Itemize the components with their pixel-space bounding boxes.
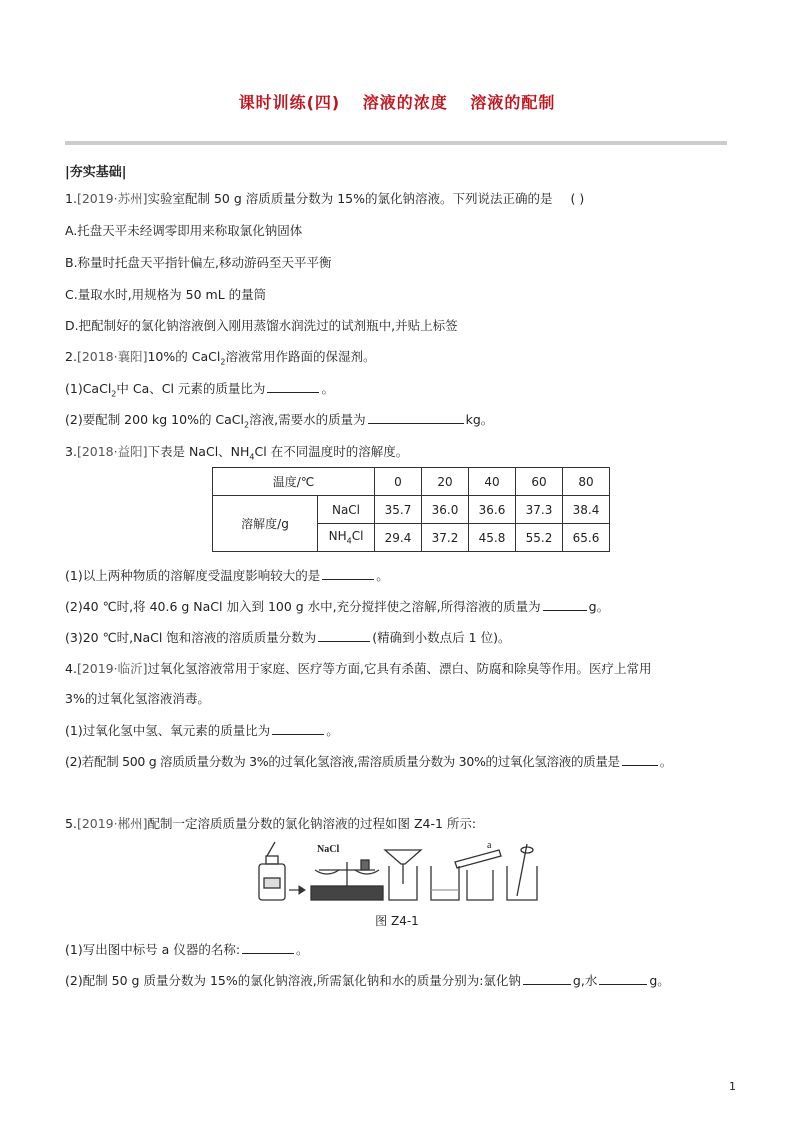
table-header-temperature: 温度/℃ — [213, 468, 375, 496]
q1-option-d: D.把配制好的氯化钠溶液倒入刚用蒸馏水润洗过的试剂瓶中,并贴上标签 — [65, 318, 458, 333]
q3-stem — [65, 443, 408, 467]
table-cell: 20 — [422, 468, 469, 496]
q3-number: 3. — [65, 444, 77, 459]
nh4cl-a: NH — [328, 529, 347, 544]
table-cell: 29.4 — [375, 524, 422, 552]
q5-p1-end: 。 — [296, 942, 309, 957]
q4-p1-end: 。 — [326, 723, 339, 738]
figure-label-nacl: NaCl — [317, 844, 340, 855]
q2-part2 — [65, 411, 493, 435]
q5-p2-mid: g,水 — [572, 973, 598, 988]
q2-p1-sub: 2 — [111, 389, 117, 399]
q3-part2 — [65, 598, 609, 616]
figure-caption: 图 Z4-1 — [375, 914, 419, 928]
figure-label-a: a — [487, 840, 492, 851]
arrow-icon — [289, 886, 305, 894]
q5-p2-water-blank[interactable] — [599, 972, 647, 985]
q1-number: 1. — [65, 191, 77, 206]
q3-part1 — [65, 567, 389, 585]
q4-part2 — [65, 753, 672, 771]
q2-p2-b: 溶液,需要水的质量为 — [249, 412, 366, 427]
table-cell: 45.8 — [469, 524, 516, 552]
graduated-cylinder-icon — [455, 850, 501, 900]
table-cell: 80 — [563, 468, 610, 496]
q2-source: [2018·襄阳] — [76, 349, 148, 364]
q4-p1-text: (1)过氧化氢中氢、氧元素的质量比为 — [65, 723, 271, 738]
q5-p1-text: (1)写出图中标号 a 仪器的名称: — [65, 942, 241, 957]
q3-p1-answer-blank[interactable] — [322, 567, 374, 580]
stirring-beaker-icon — [507, 844, 537, 900]
q4-p1-answer-blank[interactable] — [272, 722, 324, 735]
q2-p1-a: (1)CaCl — [65, 381, 112, 396]
q4-source: [2019·临沂] — [76, 661, 148, 676]
q3-subscript: 4 — [249, 452, 255, 462]
q3-p1-end: 。 — [376, 568, 389, 583]
q3-text-a: 下表是 NaCl、NH — [147, 444, 250, 459]
table-cell: 37.2 — [422, 524, 469, 552]
title-part1: 课时训练(四) — [238, 93, 341, 112]
q4-stem-cont: 3%的过氧化氢溶液消毒。 — [65, 691, 210, 706]
q1-option-a: A.托盘天平未经调零即用来称取氯化钠固体 — [65, 223, 303, 238]
balance-icon — [311, 860, 383, 900]
q5-text: 配制一定溶质质量分数的氯化钠溶液的过程如图 Z4-1 所示: — [147, 816, 477, 831]
q2-text-a: 10%的 CaCl — [147, 349, 221, 364]
q4-p2-text: (2)若配制 500 g 溶质质量分数为 3%的过氧化氢溶液,需溶质质量分数为 30%的过氧化氢溶液的质量是 — [65, 754, 620, 769]
q5-part2 — [65, 972, 670, 990]
title-part2: 溶液的浓度 — [362, 93, 448, 112]
q2-p2-end: kg。 — [465, 412, 494, 427]
table-label-nacl: NaCl — [318, 496, 375, 524]
page-title — [0, 90, 794, 113]
table-cell: 55.2 — [516, 524, 563, 552]
table-row-temperature — [213, 468, 610, 496]
q2-p2-answer-blank[interactable] — [368, 411, 464, 424]
q2-number: 2. — [65, 349, 77, 364]
nh4cl-b: Cl — [351, 529, 364, 544]
q1-answer-paren: ( ) — [570, 191, 585, 206]
q1-option-b: B.称量时托盘天平指针偏左,移动游码至天平平衡 — [65, 255, 332, 270]
q3-p1-text: (1)以上两种物质的溶解度受温度影响较大的是 — [65, 568, 321, 583]
table-cell: 60 — [516, 468, 563, 496]
table-cell: 65.6 — [563, 524, 610, 552]
q4-text: 过氧化氢溶液常用于家庭、医疗等方面,它具有杀菌、漂白、防腐和除臭等作用。医疗上常用 — [147, 661, 652, 676]
q2-p2-a: (2)要配制 200 kg 10%的 CaCl — [65, 412, 245, 427]
beaker-icon — [431, 866, 459, 900]
title-part3: 溶液的配制 — [470, 93, 556, 112]
table-header-solubility: 溶解度/g — [213, 496, 318, 552]
q2-p1-answer-blank[interactable] — [267, 380, 319, 393]
q4-p2-end: 。 — [659, 754, 672, 769]
table-cell: 37.3 — [516, 496, 563, 524]
q1-source: [2019·苏州] — [76, 191, 148, 206]
q4-part1 — [65, 722, 339, 740]
table-cell: 35.7 — [375, 496, 422, 524]
q3-p2-end: g。 — [588, 599, 610, 614]
q5-source: [2019·郴州] — [76, 816, 148, 831]
q5-p2-end: g。 — [649, 973, 670, 988]
q3-p3-end: (精确到小数点后 1 位)。 — [372, 630, 511, 645]
solubility-table — [212, 467, 610, 552]
q3-p2-text: (2)40 ℃时,将 40.6 g NaCl 加入到 100 g 水中,充分搅拌使之溶解,所得溶液的质量为 — [65, 599, 541, 614]
q3-part3 — [65, 629, 510, 647]
q3-p3-answer-blank[interactable] — [318, 629, 370, 642]
q4-number: 4. — [65, 661, 77, 676]
q5-p2-text: (2)配制 50 g 质量分数为 15%的氯化钠溶液,所需氯化钠和水的质量分别为:氯化钠 — [65, 973, 521, 988]
table-cell: 36.6 — [469, 496, 516, 524]
q4-p2-answer-blank[interactable] — [622, 753, 658, 766]
q4-stem — [65, 660, 651, 678]
q2-p2-sub: 2 — [244, 420, 250, 430]
beaker-funnel-icon — [385, 850, 421, 900]
q5-p1-answer-blank[interactable] — [242, 941, 294, 954]
table-row-nacl — [213, 496, 610, 524]
q3-text-b: Cl 在不同温度时的溶解度。 — [254, 444, 409, 459]
table-cell: 38.4 — [563, 496, 610, 524]
q3-p3-text: (3)20 ℃时,NaCl 饱和溶液的溶质质量分数为 — [65, 630, 317, 645]
reagent-bottle-icon — [259, 842, 285, 900]
q1-option-c: C.量取水时,用规格为 50 mL 的量筒 — [65, 287, 267, 302]
page-number: 1 — [729, 1080, 736, 1093]
table-cell: 36.0 — [422, 496, 469, 524]
q5-number: 5. — [65, 816, 77, 831]
solution-preparation-figure — [255, 840, 545, 906]
q3-source: [2018·益阳] — [76, 444, 148, 459]
q5-part1 — [65, 941, 309, 959]
q5-stem — [65, 815, 476, 833]
table-cell: 0 — [375, 468, 422, 496]
q2-p1-b: 中 Ca、Cl 元素的质量比为 — [116, 381, 266, 396]
table-cell: 40 — [469, 468, 516, 496]
q2-p1-end: 。 — [321, 381, 334, 396]
q1-text: 实验室配制 50 g 溶质质量分数为 15%的氯化钠溶液。下列说法正确的是 — [147, 191, 553, 206]
q2-text-b: 溶液常用作路面的保湿剂。 — [225, 349, 376, 364]
table-label-nh4cl — [318, 524, 375, 552]
q1-stem — [65, 190, 584, 208]
q5-p2-nacl-blank[interactable] — [523, 972, 571, 985]
q2-part1 — [65, 380, 334, 404]
q3-p2-answer-blank[interactable] — [543, 598, 587, 611]
q2-subscript: 2 — [220, 357, 226, 367]
section-heading: |夯实基础| — [65, 165, 127, 180]
title-divider — [65, 141, 727, 145]
nh4cl-sub: 4 — [346, 536, 352, 546]
q2-stem — [65, 348, 375, 372]
